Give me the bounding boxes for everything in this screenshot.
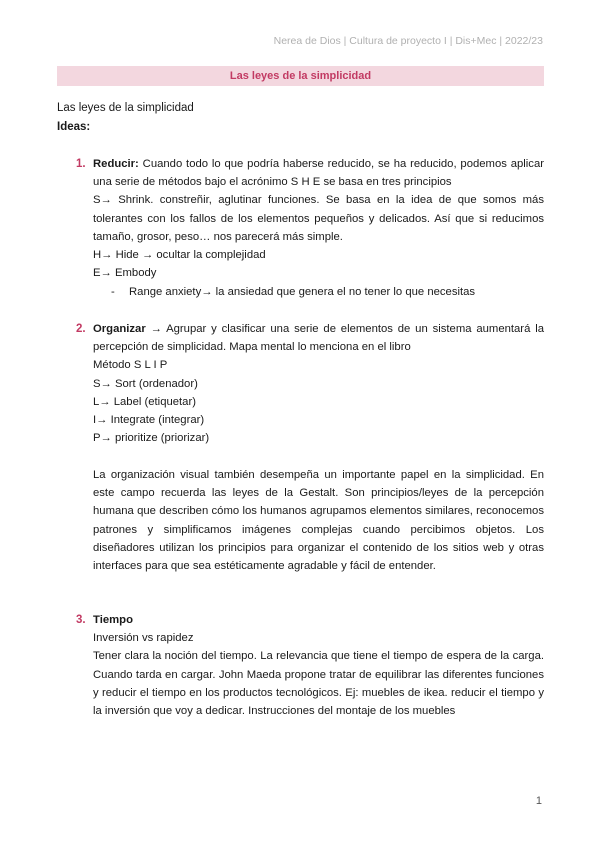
reducir-e-line: E→ Embody	[93, 267, 157, 280]
reducir-h-line: H→ Hide → ocultar la complejidad	[93, 249, 266, 262]
tiempo-paragraph: Tener clara la noción del tiempo. La relevancia que tiene el tiempo de espera de la carga. Cuando tarda en cargar. John Maeda propone tratar de equilibrar las diferentes funciones y reducir el tiempo en los productos tecnológicos. Ej: muebles de ikea. reducir el tiempo y la inversión que voy a dedicar. Instrucciones del montaje de los muebles	[93, 650, 544, 718]
list-item-tiempo	[93, 611, 544, 720]
organizar-l-line: L→ Label (etiquetar)	[93, 395, 196, 408]
organizar-p-line: P→ prioritize (priorizar)	[93, 432, 210, 445]
term-reducir: Reducir:	[93, 158, 139, 170]
organizar-i-line: I→ Integrate (integrar)	[93, 414, 205, 427]
reducir-intro: Cuando todo lo que podría haberse reducido, se ha reducido, podemos aplicar una serie de métodos bajo el acrónimo S H E se basa en tres principios	[93, 158, 544, 189]
sub-bullet-text: Range anxiety→ la ansiedad que genera el no tener lo que necesitas	[129, 286, 476, 298]
list-number-3: 3.	[76, 614, 86, 626]
organizar-metodo: Método S L I P	[93, 359, 168, 372]
term-tiempo: Tiempo	[93, 614, 133, 626]
organizar-s-line: S→ Sort (ordenador)	[93, 377, 198, 390]
tiempo-subtitle: Inversión vs rapidez	[93, 632, 194, 645]
doc-subtitle: Las leyes de la simplicidad	[57, 102, 194, 114]
organizar-intro: → Agrupar y clasificar una serie de elementos de un sistema aumentará la percepción de simplicidad. Mapa mental lo menciona en el libro	[93, 323, 544, 354]
document-title: Las leyes de la simplicidad	[57, 66, 544, 86]
sub-bullet-marker: -	[111, 286, 115, 298]
page-header: Nerea de Dios | Cultura de proyecto I | Dis+Mec | 2022/23	[273, 35, 543, 47]
reducir-s-line: S→ Shrink. constreñir, aglutinar funciones. Se basa en la idea de que somos más tolerantes con los fallos de los elementos pequeños y delicados. Así que si reducimos tamaño, grosor, peso… nos parecerá más simple.	[93, 194, 544, 243]
list-item-reducir	[93, 155, 544, 282]
term-organizar: Organizar	[93, 323, 146, 335]
list-item-organizar	[93, 320, 544, 447]
list-number-2: 2.	[76, 323, 86, 335]
ideas-label: Ideas:	[57, 121, 91, 133]
organizar-paragraph: La organización visual también desempeña un importante papel en la simplicidad. En este campo recuerda las leyes de la Gestalt. Son principios/leyes de la percepción humana que describen cómo los humanos agrupamos elementos similares, reconocemos patrones y simplificamos imágenes complejas cuando percibimos objetos. Los diseñadores utilizan los principios para organizar el contenido de los sitios web y otras interfaces para que sea estéticamente agradable y fácil de entender.	[93, 469, 544, 573]
list-number-1: 1.	[76, 158, 86, 170]
page-number: 1	[535, 795, 542, 807]
